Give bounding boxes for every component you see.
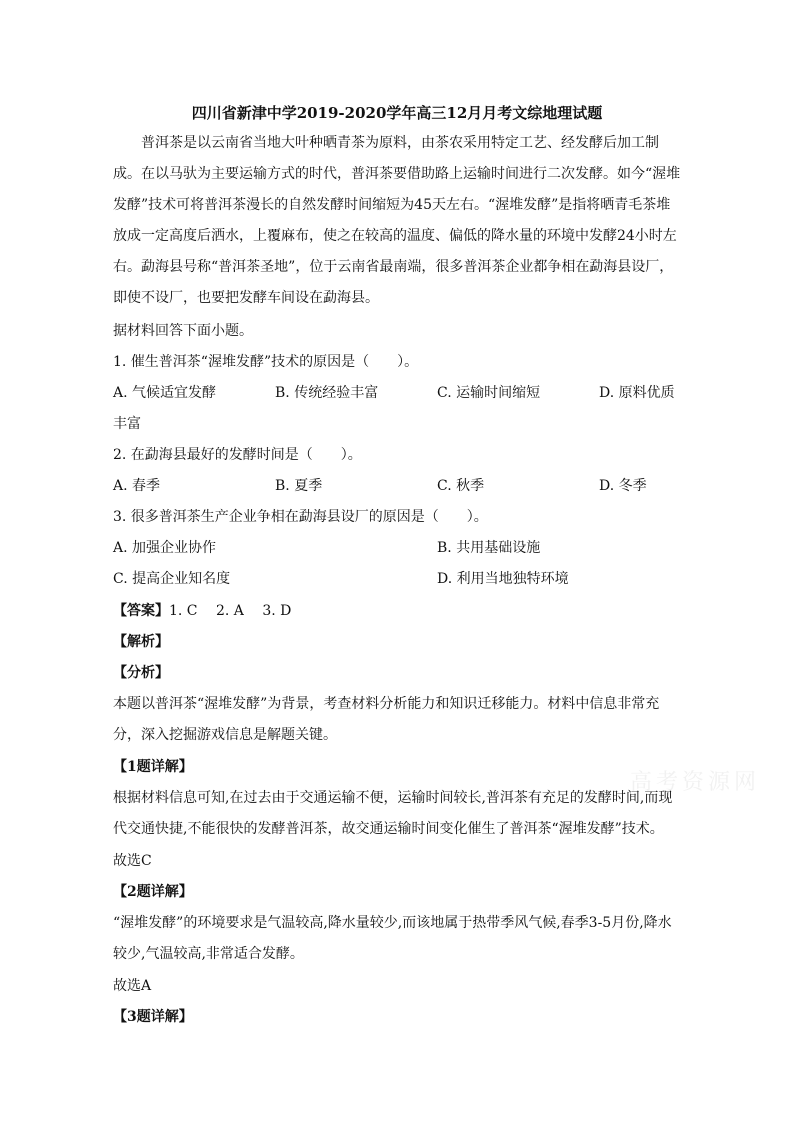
question-1-option-c: C. 运输时间缩短 bbox=[437, 385, 541, 401]
question-1-option-b: B. 传统经验丰富 bbox=[275, 385, 379, 401]
question-2-option-a: A. 春季 bbox=[113, 478, 161, 494]
detail-1-choice: 故选C bbox=[113, 853, 152, 869]
analysis-text: 本题以普洱茶“渥堆发酵”为背景，考查材料分析能力和知识迁移能力。材料中信息非常充分，深入挖掘游戏信息是解题关键。 bbox=[113, 696, 660, 743]
instruction: 据材料回答下面小题。 bbox=[113, 323, 253, 339]
material-paragraph: 普洱茶是以云南省当地大叶种晒青茶为原料，由茶农采用特定工艺、经发酵后加工制成。在以马驮为主要运输方式的时代，普洱茶要借助路上运输时间进行二次发酵。如今“渥堆发酵”技术可将普洱茶漫长的自然发酵时间缩短为45天左右。“渥堆发酵”是指将晒青毛茶堆放成一定高度后洒水，上覆麻布，使之在较高的温度、偏低的降水量的环境中发酵24小时左右。勐海县号称“普洱茶圣地”，位于云南省最南端，很多普洱茶企业都争相在勐海县设厂，即使不设厂，也要把发酵车间设在勐海县。 bbox=[113, 135, 681, 306]
detail-1-label: 【1题详解】 bbox=[113, 759, 193, 775]
question-2-option-b: B. 夏季 bbox=[275, 478, 323, 494]
detail-2-choice: 故选A bbox=[113, 978, 152, 994]
question-1-option-d-cont: 丰富 bbox=[113, 416, 141, 432]
page-title: 四川省新津中学2019-2020学年高三12月月考文综地理试题 bbox=[191, 104, 603, 122]
detail-2-text: “渥堆发酵”的环境要求是气温较高,降水量较少,而该地属于热带季风气候,春季3-5月份,降水较少,气温较高,非常适合发酵。 bbox=[113, 915, 672, 962]
detail-3-label: 【3题详解】 bbox=[113, 1009, 193, 1025]
question-3-option-c: C. 提高企业知名度 bbox=[113, 571, 231, 587]
question-2-option-d: D. 冬季 bbox=[599, 478, 647, 494]
question-3-stem: 3. 很多普洱茶生产企业争相在勐海县设厂的原因是（ ）。 bbox=[113, 509, 488, 525]
watermark: 高考资源网 bbox=[630, 770, 761, 795]
answer-line bbox=[113, 601, 291, 621]
question-3-option-a: A. 加强企业协作 bbox=[113, 540, 217, 556]
question-1-option-a: A. 气候适宜发酵 bbox=[113, 385, 217, 401]
analysis-label: 【分析】 bbox=[113, 665, 169, 681]
answer-label: 【答案】 bbox=[113, 603, 169, 619]
detail-2-label: 【2题详解】 bbox=[113, 884, 193, 900]
question-3-option-d: D. 利用当地独特环境 bbox=[437, 571, 569, 587]
question-2-stem: 2. 在勐海县最好的发酵时间是（ ）。 bbox=[113, 447, 362, 463]
question-1-stem: 1. 催生普洱茶“渥堆发酵”技术的原因是（ ）。 bbox=[113, 354, 419, 370]
answer-text: 1. C 2. A 3. D bbox=[169, 603, 292, 619]
question-2-option-c: C. 秋季 bbox=[437, 478, 485, 494]
explain-label: 【解析】 bbox=[113, 634, 169, 650]
detail-1-text: 根据材料信息可知,在过去由于交通运输不便，运输时间较长,普洱茶有充足的发酵时间,而现代交通快捷,不能很快的发酵普洱茶，故交通运输时间变化催生了普洱茶“渥堆发酵”技术。 bbox=[113, 790, 673, 837]
question-3-option-b: B. 共用基础设施 bbox=[437, 540, 541, 556]
question-1-option-d: D. 原料优质 bbox=[599, 385, 675, 401]
